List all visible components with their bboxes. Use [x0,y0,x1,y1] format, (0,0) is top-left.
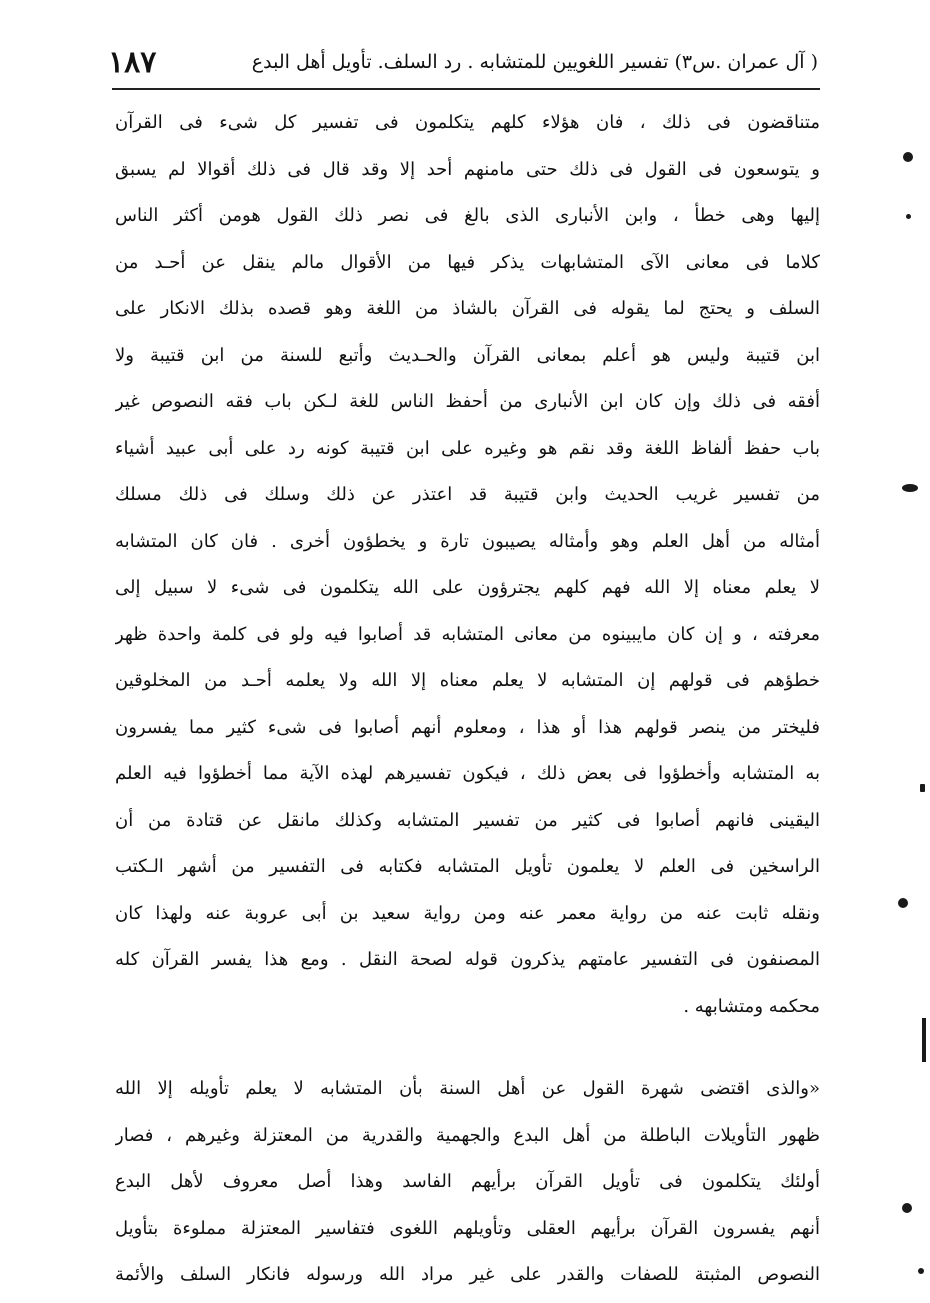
text-line: و يتوسعون فى القول فى ذلك حتى مامنهم أحد إلا وقد قال فى ذلك أقوالا لم يسبق [115,158,820,180]
text-line: أنهم يفسرون القرآن برأيهم العقلى وتأويلهم اللغوى فتفاسير المعتزلة مملوءة بتأويل [115,1217,820,1239]
paragraph-gap [115,1030,820,1066]
text-line: «والذى اقتضى شهرة القول عن أهل السنة بأن المتشابه لا يعلم تأويله إلا الله [115,1078,820,1099]
paragraph-1 [115,100,820,1030]
text-line: اليقينى فانهم أصابوا فى كثير من تفسير المتشابه وكذلك مانقل عن قتادة من أن [115,809,820,831]
text-line: لا يعلم معناه إلا الله فهم كلهم يجترؤون على الله يتكلمون فى شىء لا سبيل إلى [115,577,820,598]
paragraph-2 [115,1066,820,1299]
text-line: به المتشابه وأخطؤوا فى بعض ذلك ، فيكون تفسيرهم لهذه الآية مما أخطؤوا فيه العلم [115,763,820,784]
scan-speck [918,1268,924,1274]
text-line: المصنفون فى التفسير عامتهم يذكرون قوله لصحة النقل . ومع هذا يفسر القرآن كله [115,949,820,970]
text-line: من تفسير غريب الحديث وابن قتيبة قد اعتذر عن ذلك وسلك فى ذلك مسلك [115,484,820,505]
page-number: ١٨٧ [108,44,157,80]
running-header-title: ( آل عمران .س٣) تفسير اللغويين للمتشابه . رد السلف. تأويل أهل البدع [251,51,818,73]
text-line: إليها وهى خطأ ، وابن الأنبارى الذى بالغ فى نصر ذلك القول هومن أكثر الناس [115,205,820,226]
text-line: السلف و يحتج لما يقوله فى القرآن بالشاذ من اللغة وهو قصده بذلك الانكار على [115,298,820,319]
text-line: النصوص المثبتة للصفات والقدر على غير مراد الله ورسوله فانكار السلف والأئمة [115,1264,820,1285]
text-line: أفقه فى ذلك وإن كان ابن الأنبارى من أحفظ الناس للغة لـكن باب فقه النصوص غير [115,391,820,412]
text-line: محكمه ومتشابهه . [683,995,820,1017]
text-line: خطؤهم فى قولهم إن المتشابه لا يعلم معناه إلا الله ولا يعلمه أحـد من المخلوقين [115,670,820,691]
text-line: ابن قتيبة وليس هو أعلم بمعانى القرآن والحـديث وأتبع للسنة من ابن قتيبة ولا [115,344,820,366]
scan-speck [906,214,911,219]
text-line: ظهور التأويلات الباطلة من أهل البدع والجهمية والقدرية من المعتزلة وغيرهم ، فصار [115,1124,820,1146]
scan-speck [903,152,913,162]
text-line: أولئك يتكلمون فى تأويل القرآن برأيهم الفاسد وهذا أصل معروف لأهل البدع [115,1171,820,1192]
scan-speck [920,784,925,792]
text-line: متناقضون فى ذلك ، فان هؤلاء كلهم يتكلمون فى تفسير كل شىء فى القرآن [115,112,820,133]
body-text [115,100,820,1299]
header-rule [112,88,820,90]
text-line: باب حفظ ألفاظ اللغة وقد نقم هو وغيره على ابن قتيبة كونه رد على أبى عبيد أشياء [115,437,820,459]
scan-speck [898,898,908,908]
text-line: فليختر من ينصر قولهم هذا أو هذا ، ومعلوم أنهم أصابوا فى شىء كثير مما يفسرون [115,716,820,738]
text-line: ونقله ثابت عنه من رواية معمر عنه ومن رواية سعيد بن أبى عروبة عنه ولهذا كان [115,902,820,924]
page-header [108,38,822,86]
text-line: معرفته ، و إن كان مايبينوه من معانى المتشابه قد أصابوا فيه ولو فى كلمة واحدة ظهر [115,623,820,645]
text-line: الراسخين فى العلم لا يعلمون تأويل المتشابه فكتابه فى التفسير من أشهر الـكتب [115,856,820,877]
scan-speck [902,1203,912,1213]
scan-speck [902,484,918,492]
text-line: أمثاله من أهل العلم وهو وأمثاله يصيبون تارة و يخطؤون أخرى . فان كان المتشابه [115,530,820,552]
text-line: كلاما فى معانى الآى المتشابهات يذكر فيها من الأقوال مالم ينقل عن أحـد من [115,251,820,273]
scan-edge-mark [922,1018,926,1062]
